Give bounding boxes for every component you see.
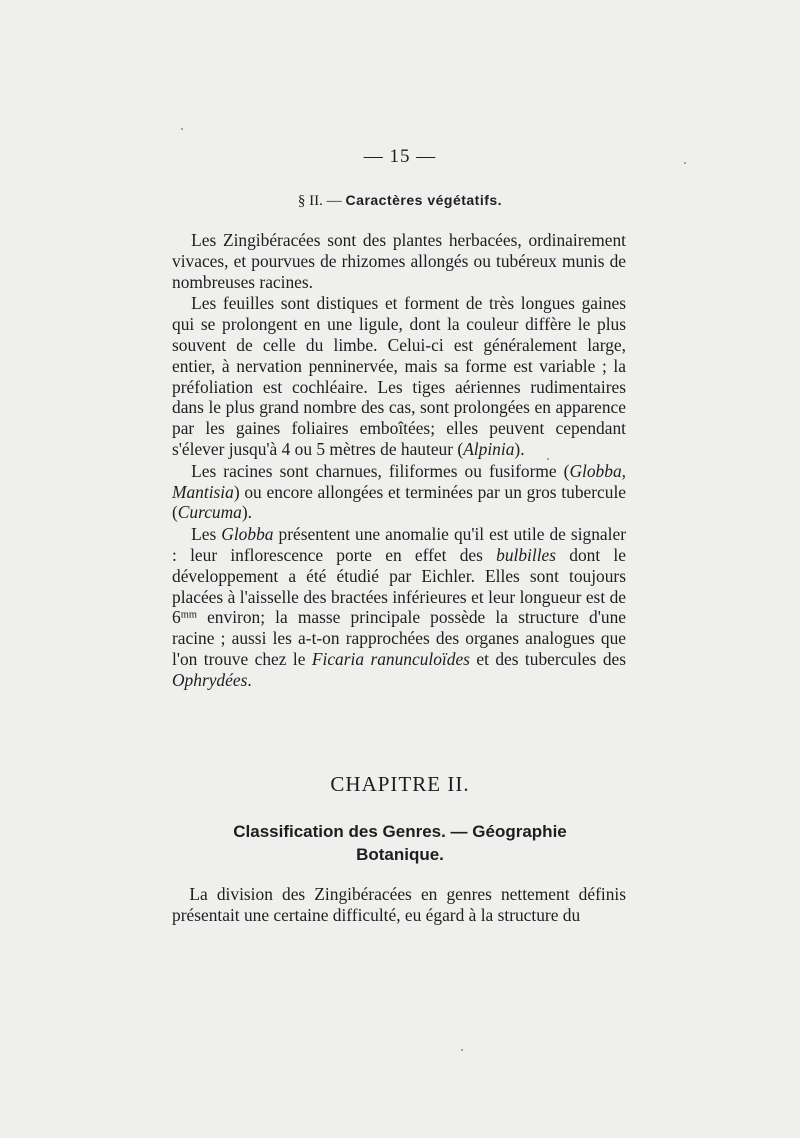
unit-superscript: mm xyxy=(180,609,197,621)
paper-speck xyxy=(547,458,549,460)
section-number: § II. — xyxy=(297,193,342,209)
section-heading xyxy=(0,192,800,210)
taxon-name: Ficaria ranunculoïdes xyxy=(311,648,470,669)
paragraph-text: ) ou encore allongées et terminées par un gros tubercule ( xyxy=(172,481,626,523)
paragraph-leaves xyxy=(172,293,626,459)
page-number: — 15 — xyxy=(363,146,437,167)
taxon-name: Globba, Mantisia xyxy=(172,460,626,502)
paper-speck xyxy=(461,1049,463,1051)
paragraph-text: . xyxy=(247,669,252,690)
paragraph-division: La division des Zingibéracées en genres nettement définis présentait une certaine difficulté, eu égard à la structure du xyxy=(172,884,626,925)
paragraph-text: Les xyxy=(191,524,222,545)
paragraph-text: et des tubercules des xyxy=(469,648,627,669)
paragraph-text: ). xyxy=(514,438,525,459)
paragraph-text: ). xyxy=(241,502,253,523)
paper-speck xyxy=(684,162,686,164)
paragraph-text: présentent une anomalie qu'il est utile de signaler : leur inflorescence porte en effet des xyxy=(172,524,626,565)
paragraph-rhizomes xyxy=(172,230,626,292)
taxon-name: Globba xyxy=(221,524,274,545)
taxon-name: Ophrydées xyxy=(172,669,248,690)
paragraph-text: Les feuilles sont distiques et forment de très longues gaines qui se prolongent en une ligule, dont la couleur diffère le plus souvent de celle du limbe. Celui-ci est généralement large, entier, à nervation penninervée, mais sa forme est variable ; la préfoliation est cochléaire. Les tiges aériennes rudimentaires dans le plus grand nombre des cas, sont prolongées en apparence par les gaines foliaires emboîtées; elles peuvent cependant s'élever jusqu'à 4 ou 5 mètres de hauteur ( xyxy=(172,293,626,459)
section-body xyxy=(172,230,626,691)
paragraph-text: dont le développement a été étudié par Eichler. Elles sont toujours placées à l'aisselle des bractées inférieures et leur longueur est de 6 xyxy=(172,544,626,628)
chapter-title: CHAPITRE II. xyxy=(330,772,470,796)
paragraph-globba xyxy=(172,524,626,690)
section-title: Caractères végétatifs. xyxy=(345,192,503,208)
taxon-name: Curcuma xyxy=(177,502,242,523)
paragraph-text: Les Zingibéracées sont des plantes herbacées, ordinairement vivaces, et pourvues de rhizomes allongés ou tubéreux munis de nombreuses racines. xyxy=(172,230,626,292)
taxon-name: Alpinia xyxy=(463,438,515,459)
paragraph-text: Les racines sont charnues, filiformes ou fusiforme ( xyxy=(191,460,570,481)
chapter-body xyxy=(172,884,626,926)
paragraph-text: environ; la masse principale possède la structure d'une racine ; aussi les a-t-on rapprochées des organes analogues que l'on trouve chez le xyxy=(172,607,626,669)
emphasis-term: bulbilles xyxy=(496,544,557,565)
paragraph-roots xyxy=(172,461,626,523)
paper-speck xyxy=(181,128,183,130)
chapter-subtitle: Classification des Genres. — Géographie Botanique. xyxy=(233,822,567,864)
